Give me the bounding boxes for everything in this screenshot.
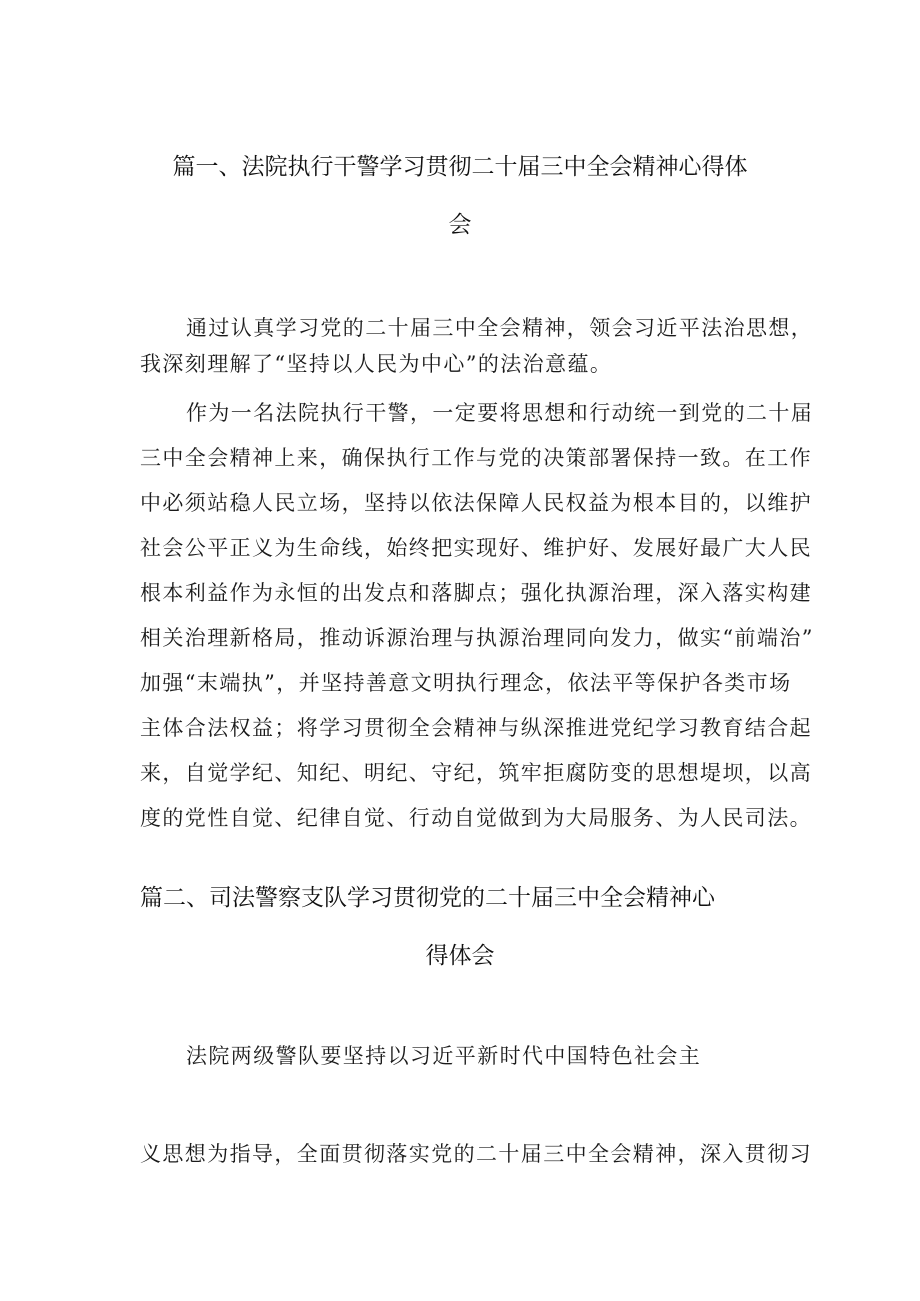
paragraph-line: 根本利益作为永恒的出发点和落脚点；强化执源治理，深入落实构建: [140, 581, 812, 605]
section2-paragraph1: [140, 1038, 786, 1074]
section1-title-line2: 会: [448, 212, 472, 238]
paragraph-line: 来，自觉学纪、知纪、明纪、守纪，筑牢拒腐防变的思想堤坝，以高: [140, 761, 812, 785]
paragraph-line: 三中全会精神上来，确保执行工作与党的决策部署保持一致。在工作: [140, 446, 812, 470]
section1-paragraph2: [140, 395, 814, 836]
section2-paragraph1-continued: [140, 1136, 812, 1172]
paragraph-line: 作为一名法院执行干警，一定要将思想和行动统一到党的二十届: [186, 401, 814, 425]
paragraph-line: 度的党性自觉、纪律自觉、行动自觉做到为大局服务、为人民司法。: [140, 806, 812, 830]
section2-title-line1: 篇二、司法警察支队学习贯彻党的二十届三中全会精神心: [140, 885, 715, 911]
paragraph-line: 主体合法权益；将学习贯彻全会精神与纵深推进党纪学习教育结合起: [140, 716, 812, 740]
section2-title-line2: 得体会: [425, 943, 495, 969]
paragraph-line: 中必须站稳人民立场，坚持以依法保障人民权益为根本目的，以维护: [140, 491, 812, 515]
paragraph-line: 义思想为指导，全面贯彻落实党的二十届三中全会精神，深入贯彻习: [140, 1142, 812, 1166]
paragraph-line: 通过认真学习党的二十届三中全会精神，领会习近平法治思想，: [186, 316, 814, 340]
paragraph-line: 相关治理新格局，推动诉源治理与执源治理同向发力，做实“前端治”: [140, 626, 814, 650]
paragraph-line: 社会公平正义为生命线，始终把实现好、维护好、发展好最广大人民: [140, 536, 812, 560]
paragraph-line: 我深刻理解了“坚持以人民为中心”的法治意蕴。: [140, 352, 613, 376]
paragraph-line: 加强“末端执”，并坚持善意文明执行理念，依法平等保护各类市场: [140, 671, 792, 695]
section1-paragraph1: [140, 310, 814, 382]
paragraph-line: 法院两级警队要坚持以习近平新时代中国特色社会主: [186, 1044, 702, 1068]
section1-title-line1: 篇一、法院执行干警学习贯彻二十届三中全会精神心得体: [172, 154, 748, 180]
